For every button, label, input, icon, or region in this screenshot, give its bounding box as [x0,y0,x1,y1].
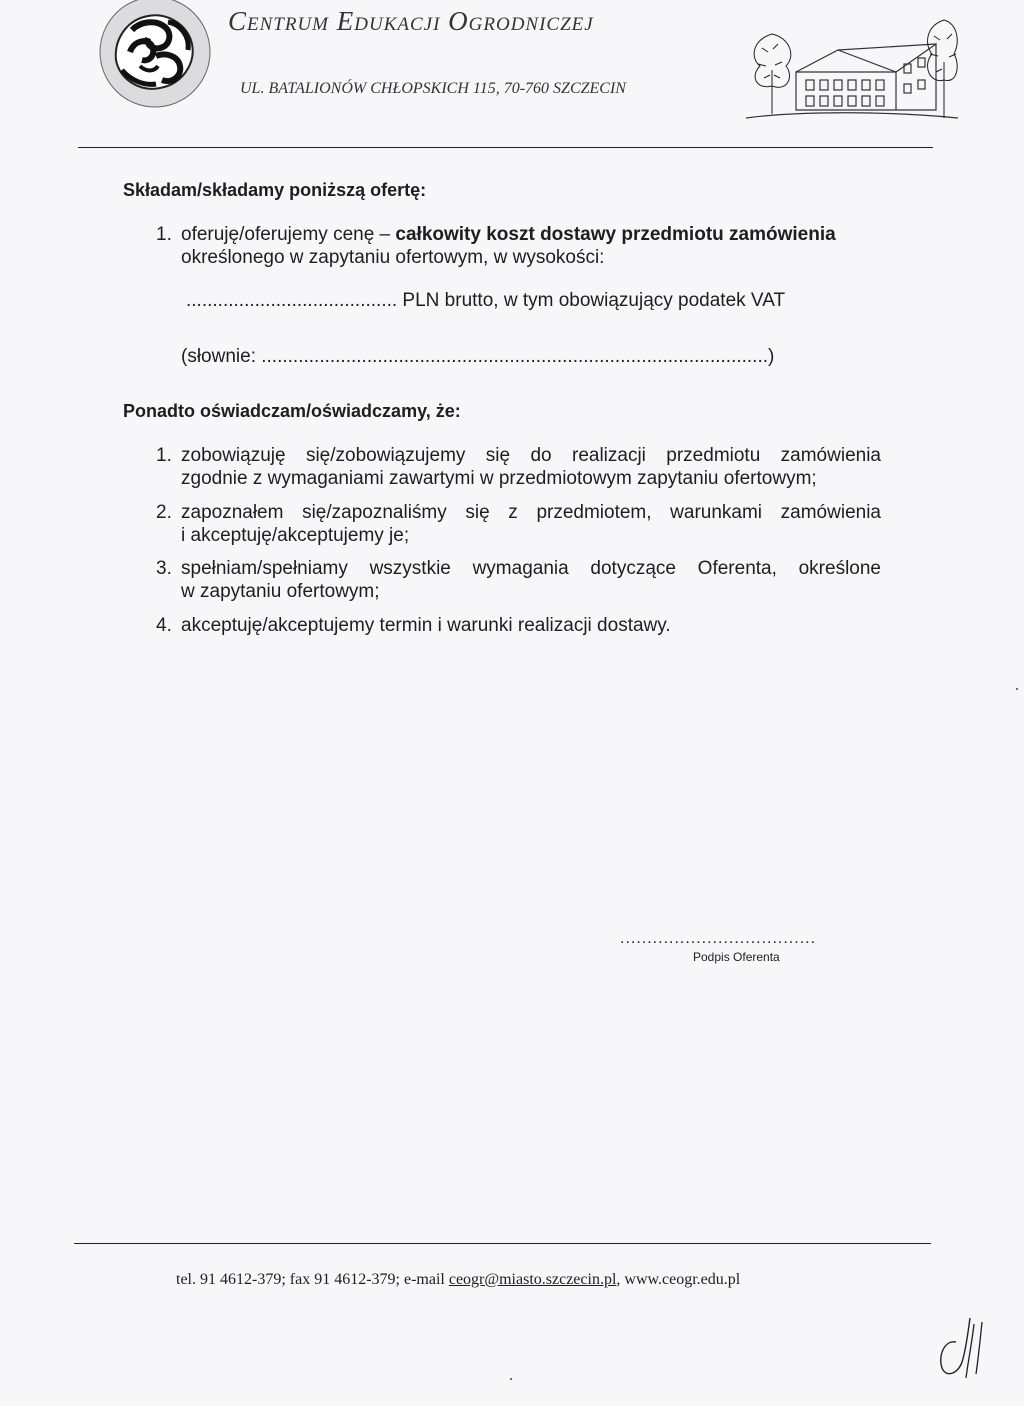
declaration-line: akceptuję/akceptujemy termin i warunki realizacji dostawy. [181,615,671,636]
declaration-line: zgodnie z wymaganiami zawartymi w przedmiotowym zapytaniu ofertowym; [181,468,817,489]
offer-heading: Składam/składamy poniższą ofertę: [123,180,427,200]
scan-speck [1016,688,1018,690]
declaration-number: 2. [156,502,172,523]
signature-line: .................................... [620,930,817,947]
footer-email-link[interactable]: ceogr@miasto.szczecin.pl [448,1271,617,1288]
footer-phone-fax: tel. 91 4612-379; fax 91 4612-379; e-mail [176,1271,449,1288]
amount-in-words-line: (słownie: ................................................................................................) [181,346,775,367]
price-line: ........................................ PLN brutto, w tym obowiązujący podatek VAT [186,290,786,311]
offer-item-number: 1. [156,224,172,245]
declaration-line: w zapytaniu ofertowym; [181,581,380,602]
declaration-number: 3. [156,558,172,579]
offer-item-bold-text: całkowity koszt dostawy przedmiotu zamówienia [395,224,836,245]
declaration-number: 4. [156,615,172,636]
school-building-icon [746,14,958,132]
signature-label: Podpis Oferenta [693,950,780,964]
organization-address: UL. BATALIONÓW CHŁOPSKICH 115, 70-760 SZCZECIN [240,80,626,97]
offer-item-line-2: określonego w zapytaniu ofertowym, w wysokości: [181,247,605,268]
declaration-line: i akceptuję/akceptujemy je; [181,525,410,546]
declaration-line: zobowiązuję się/zobowiązujemy się do realizacji przedmiotu zamówienia [181,445,881,466]
footer-contact [176,1271,740,1289]
offer-item-text: oferuję/oferujemy cenę – [181,224,396,245]
header-divider [78,147,933,148]
offer-item-line-1 [181,224,836,246]
handwritten-initials-icon [934,1312,990,1382]
declaration-line: spełniam/spełniamy wszystkie wymagania dotyczące Oferenta, określone [181,558,881,579]
footer-divider [74,1243,931,1244]
rose-logo-icon [96,0,214,112]
footer-website: , www.ceogr.edu.pl [616,1271,741,1288]
scan-speck [510,1378,512,1380]
declaration-line: zapoznałem się/zapoznaliśmy się z przedmiotem, warunkami zamówienia [181,502,881,523]
declaration-number: 1. [156,445,172,466]
declarations-heading: Ponadto oświadczam/oświadczamy, że: [123,401,461,421]
organization-name: Centrum Edukacji Ogrodniczej [228,6,594,36]
